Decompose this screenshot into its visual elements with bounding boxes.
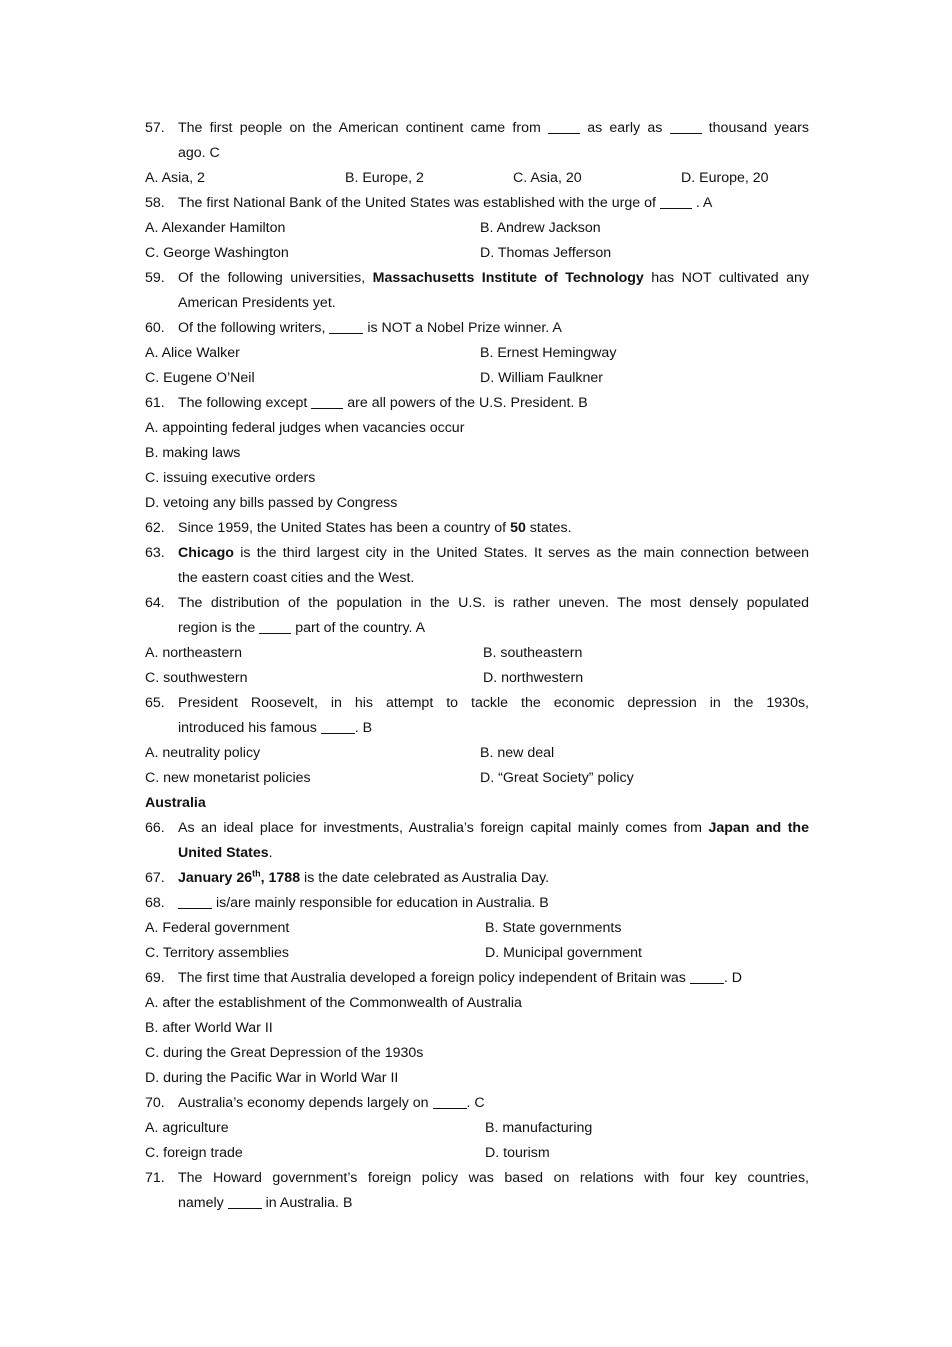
question-text-continued: namely in Australia. B [178,1195,353,1211]
options-row [145,1141,809,1166]
option-d: D. vetoing any bills passed by Congress [145,495,398,511]
option-c: C. Asia, 20 [513,170,582,186]
answer-blank [311,394,343,409]
answer-blank [690,969,724,984]
option-d: D. William Faulkner [480,370,603,386]
question-65 [145,691,809,716]
question-number: 58. [145,195,165,211]
question-59 [145,266,809,291]
question-number: 63. [145,545,165,561]
options-row [145,666,809,691]
question-number: 64. [145,595,165,611]
question-text: Of the following writers, is NOT a Nobel Prize winner. A [178,320,562,336]
question-67 [145,866,809,891]
question-text: As an ideal place for investments, Australia’s foreign capital mainly comes from Japan and the [178,820,809,836]
options-row [145,741,809,766]
question-number: 70. [145,1095,165,1111]
question-text: is/are mainly responsible for education in Australia. B [178,891,809,916]
option-b: B. southeastern [483,645,583,661]
options-row [145,916,809,941]
question-text: The following except are all powers of the U.S. President. B [178,395,588,411]
option-b: B. new deal [480,745,555,761]
options-row [145,941,809,966]
options-row [145,641,809,666]
options-row [145,366,809,391]
question-61 [145,391,809,416]
question-58 [145,191,809,216]
option-c: C. new monetarist policies [145,770,311,786]
option-b: B. making laws [145,445,241,461]
question-text: The first people on the American continent came from as early as thousand years [178,120,809,136]
option-c: C. George Washington [145,245,289,261]
answer-blank [548,119,580,134]
options-row [145,216,809,241]
answer-blank [178,894,212,909]
answer-blank [660,194,692,209]
question-69 [145,966,809,991]
option-a: A. Alexander Hamilton [145,220,286,236]
question-number: 57. [145,120,165,136]
option-b: B. manufacturing [485,1120,593,1136]
question-66 [145,816,809,841]
option-b: B. State governments [485,920,622,936]
question-text-continued: ago. C [178,145,220,161]
question-text: Since 1959, the United States has been a country of 50 states. [178,520,572,536]
question-text: The first time that Australia developed a foreign policy independent of Britain was . D [178,970,742,986]
option-b: B. after World War II [145,1020,273,1036]
option-a: A. northeastern [145,645,243,661]
option-d: D. Municipal government [485,945,642,961]
option-a: A. Alice Walker [145,345,240,361]
option-c: C. Territory assemblies [145,945,290,961]
section-heading: Australia [145,795,206,811]
answer-blank [670,119,702,134]
answer-blank [329,319,363,334]
question-60 [145,316,809,341]
question-number: 60. [145,320,165,336]
question-number: 69. [145,970,165,986]
question-text: Of the following universities, Massachusetts Institute of Technology has NOT cultivated any [178,270,809,286]
options-row [145,1116,809,1141]
answer-blank [321,719,355,734]
question-text: January 26th, 1788 is the date celebrated as Australia Day. [178,868,550,886]
question-text-continued: region is the part of the country. A [178,620,426,636]
option-c: C. foreign trade [145,1145,243,1161]
answer-blank [228,1194,262,1209]
answer-blank [259,619,291,634]
question-text: President Roosevelt, in his attempt to tackle the economic depression in the 1930s, [178,695,809,711]
option-d: D. during the Pacific War in World War II [145,1070,399,1086]
question-number: 62. [145,520,165,536]
question-text-continued: the eastern coast cities and the West. [178,570,415,586]
question-number: 67. [145,870,165,886]
question-number: 68. [145,895,165,911]
option-a: A. Asia, 2 [145,170,205,186]
question-64 [145,591,809,616]
options-row [145,766,809,791]
question-text: Chicago is the third largest city in the United States. It serves as the main connection between [178,545,809,561]
question-text: The distribution of the population in the U.S. is rather uneven. The most densely populated [178,595,809,611]
question-text-continued: introduced his famous . B [178,720,373,736]
options-row [145,166,809,191]
question-62 [145,516,809,541]
question-number: 66. [145,820,165,836]
option-a: A. agriculture [145,1120,229,1136]
question-text-continued: United States. [178,845,273,861]
option-c: C. during the Great Depression of the 1930s [145,1045,424,1061]
option-b: B. Europe, 2 [345,170,424,186]
question-68 [145,891,809,916]
option-a: A. neutrality policy [145,745,261,761]
option-d: D. Europe, 20 [681,170,769,186]
question-text-continued: American Presidents yet. [178,295,336,311]
question-text: The first National Bank of the United States was established with the urge of . A [178,195,713,211]
question-63 [145,541,809,566]
option-c: C. Eugene O’Neil [145,370,255,386]
option-d: D. “Great Society” policy [480,770,634,786]
question-text: The Howard government’s foreign policy was based on relations with four key countries, [178,1170,809,1186]
options-row [145,341,809,366]
answer-blank [433,1094,467,1109]
option-a: A. appointing federal judges when vacancies occur [145,420,465,436]
option-d: D. tourism [485,1145,550,1161]
question-number: 65. [145,695,165,711]
question-text: Australia’s economy depends largely on . C [178,1095,485,1111]
document-page [145,116,809,1216]
option-c: C. southwestern [145,670,248,686]
option-d: D. Thomas Jefferson [480,245,612,261]
option-d: D. northwestern [483,670,584,686]
question-number: 59. [145,270,165,286]
option-b: B. Ernest Hemingway [480,345,617,361]
option-a: A. Federal government [145,920,290,936]
option-a: A. after the establishment of the Commonwealth of Australia [145,995,522,1011]
question-57 [145,116,809,141]
question-number: 71. [145,1170,165,1186]
option-c: C. issuing executive orders [145,470,316,486]
question-70 [145,1091,809,1116]
option-b: B. Andrew Jackson [480,220,601,236]
options-row [145,241,809,266]
question-number: 61. [145,395,165,411]
question-71 [145,1166,809,1191]
